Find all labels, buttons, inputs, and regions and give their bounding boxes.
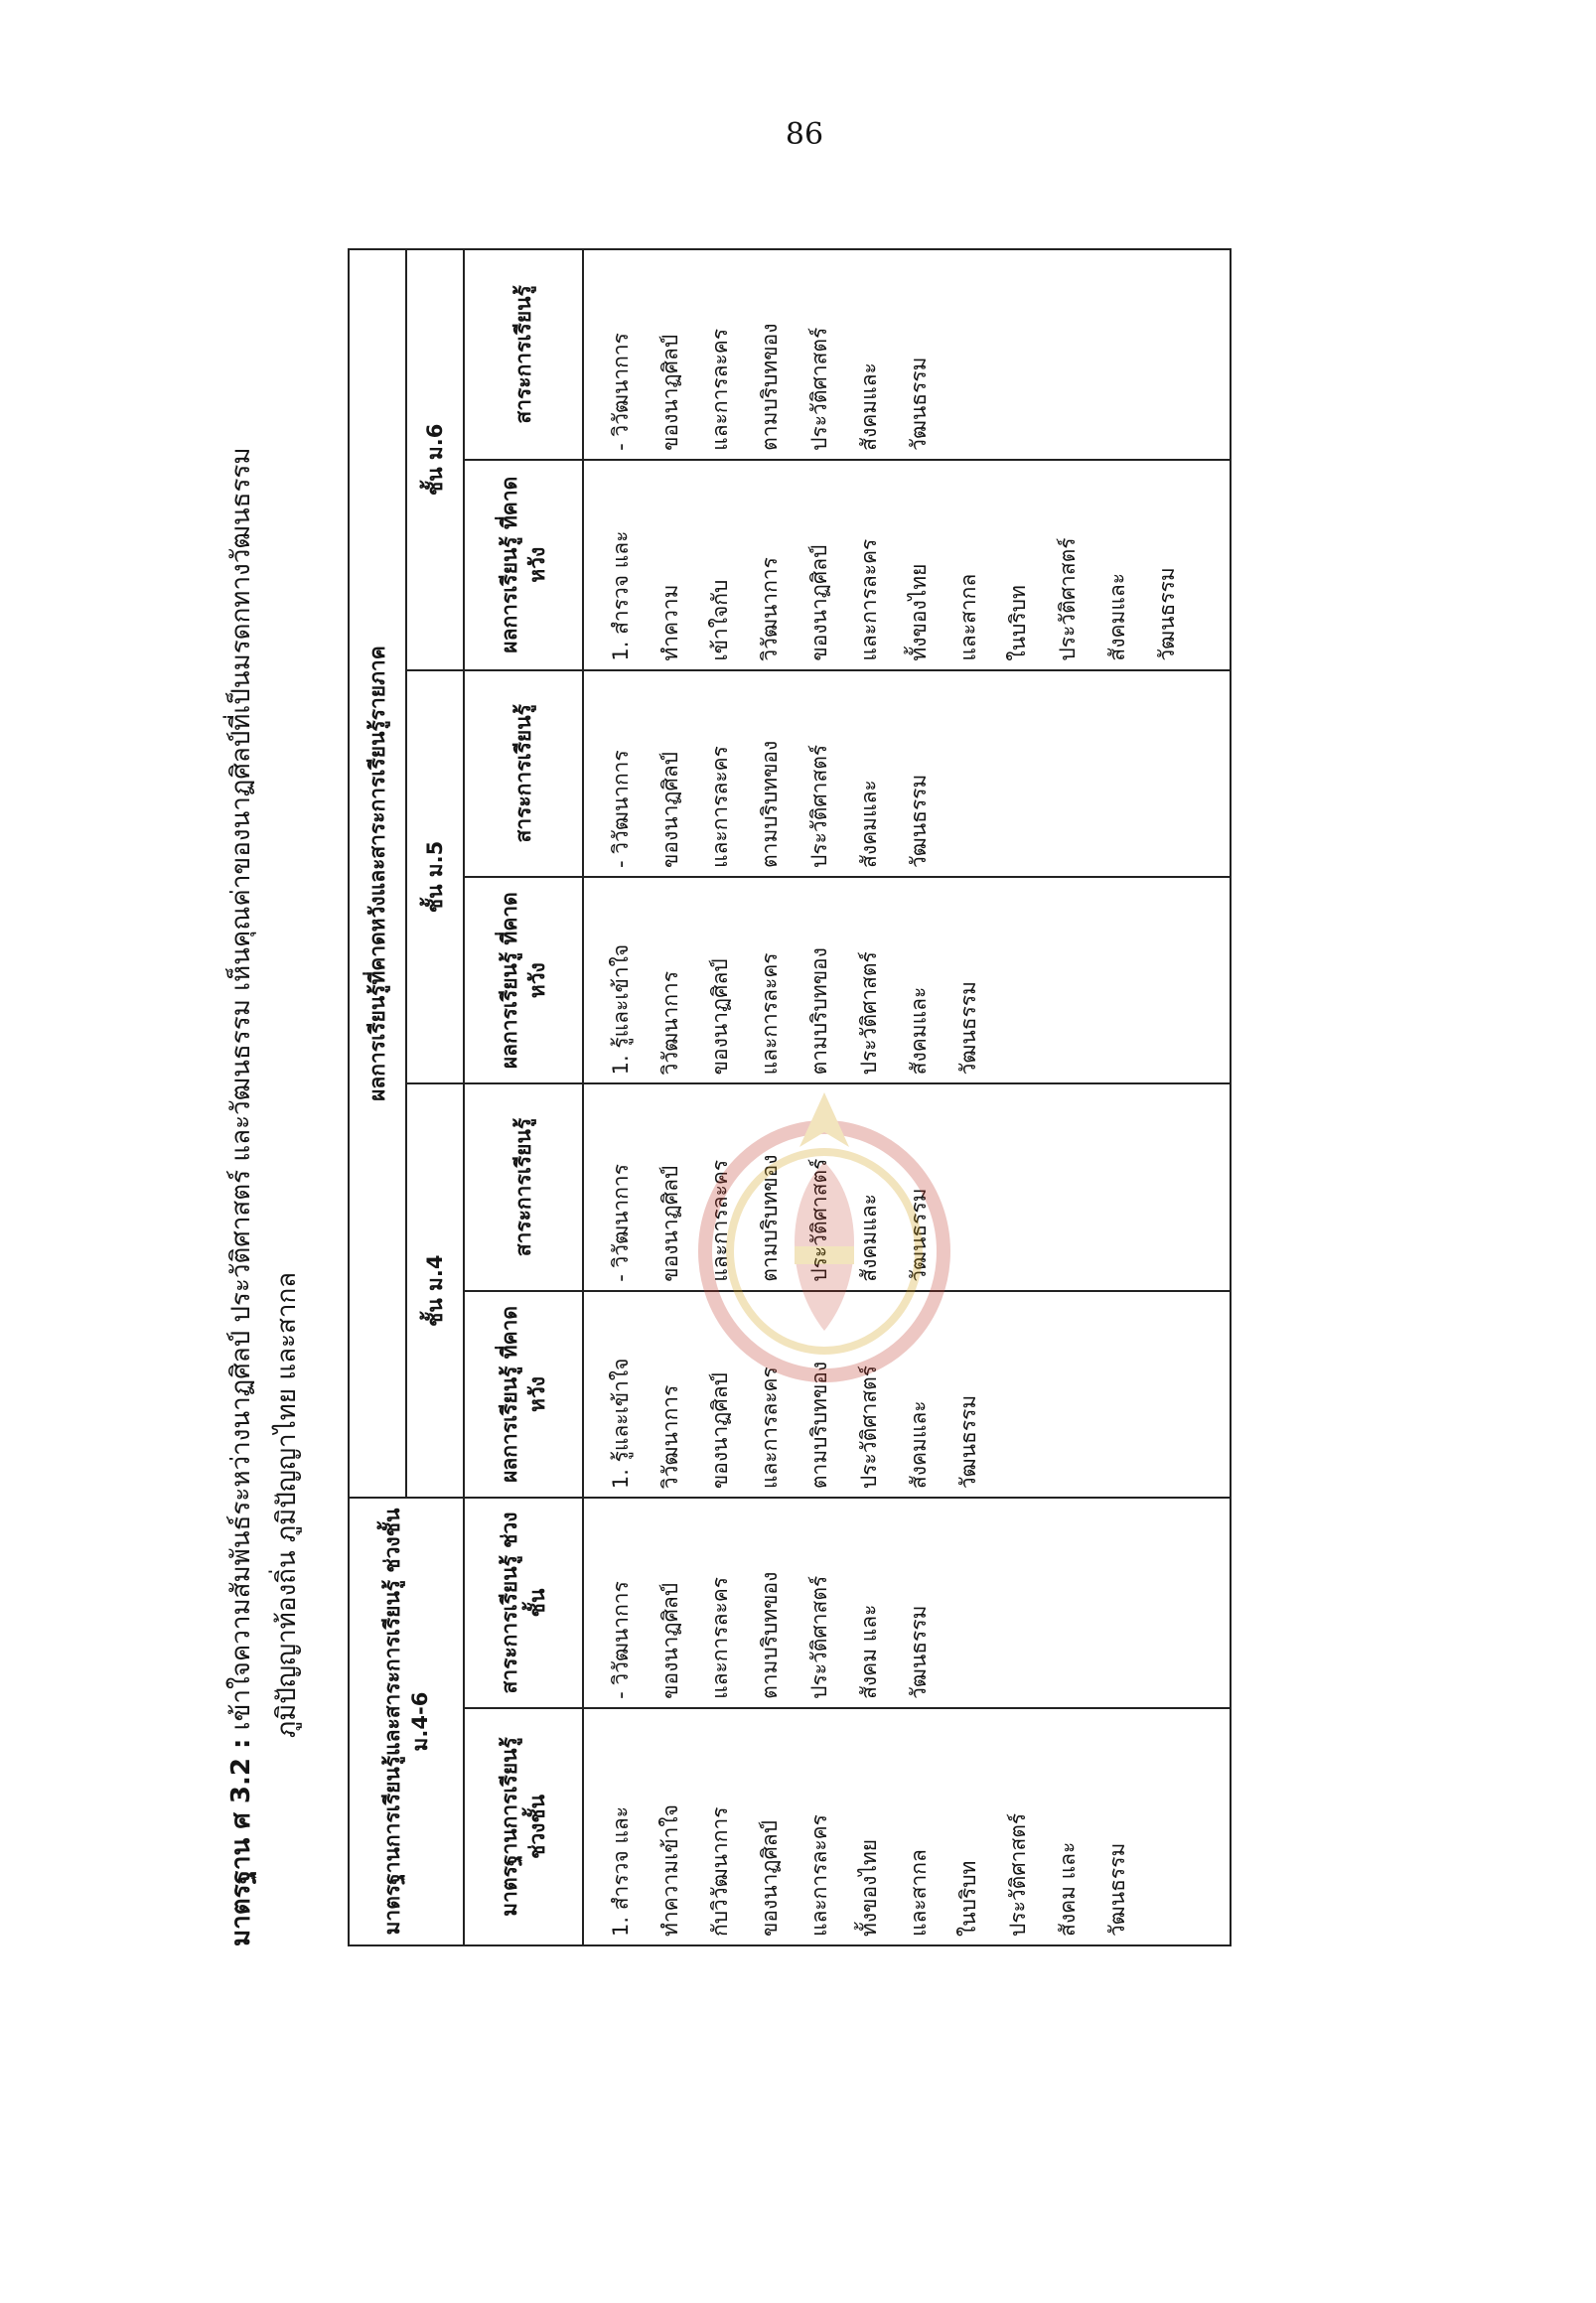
cell-line: ตามบริบทของ <box>807 947 831 1076</box>
cell-line: เข้าใจกับ <box>708 579 732 661</box>
cell-line: และการละคร <box>758 1367 782 1490</box>
cell-line: และการละคร <box>857 538 881 661</box>
heading-line-1 <box>218 228 264 1946</box>
col-m4-content-header: สาระการเรียนรู้ <box>464 1083 583 1290</box>
col-m5-outcome-header: ผลการเรียนรู้ ที่คาดหวัง <box>464 877 583 1083</box>
m6-content-cell <box>583 249 1231 460</box>
cell-line: วัฒนธรรม <box>907 357 931 451</box>
column-header-row <box>464 249 583 1945</box>
cell-line: ประวัติศาสตร์ <box>807 1575 831 1699</box>
rotated-content <box>218 228 1241 1946</box>
cell-line: สังคม และ <box>857 1604 881 1699</box>
cell-line: ตามบริบทของ <box>758 323 782 451</box>
m5-content-cell <box>583 670 1231 877</box>
col-m6-content-header: สาระการเรียนรู้ <box>464 249 583 460</box>
cell-line: และการละคร <box>708 1576 732 1699</box>
cell-line: ของนาฏศิลป์ <box>807 544 831 661</box>
cell-line: วิวัฒนาการ <box>658 970 682 1076</box>
cell-line: ของนาฏศิลป์ <box>658 1582 682 1699</box>
col-m6-outcome-header: ผลการเรียนรู้ ที่คาดหวัง <box>464 460 583 670</box>
cell-line: 1. สำรวจ และ <box>609 530 633 661</box>
cell-line: - วิวัฒนาการ <box>609 1581 633 1699</box>
cell-line: ประวัติศาสตร์ <box>807 744 831 868</box>
cell-line: ในบริบท <box>1006 585 1030 661</box>
cell-line: ทำความเข้าใจ <box>658 1804 682 1937</box>
cell-line: และการละคร <box>708 746 732 868</box>
page-number: 86 <box>785 117 824 152</box>
cell-line: สังคม และ <box>1056 1841 1080 1937</box>
cell-line: กับวิวัฒนาการ <box>708 1806 732 1937</box>
m5-outcome-cell <box>583 877 1231 1083</box>
cell-line: ประวัติศาสตร์ <box>1006 1812 1030 1937</box>
cell-line: สังคมและ <box>857 362 881 451</box>
content-range-cell <box>583 1498 1231 1708</box>
col-standard-header: มาตรฐานการเรียนรู้ ช่วงชั้น <box>464 1708 583 1945</box>
cell-line: ตามบริบทของ <box>758 1154 782 1282</box>
curriculum-table-wrapper <box>348 248 1232 1946</box>
cell-line: ตามบริบทของ <box>807 1361 831 1490</box>
cell-line: ทั้งของไทย <box>857 1838 881 1937</box>
standard-heading <box>218 228 328 1946</box>
cell-line: ของนาฏศิลป์ <box>658 334 682 451</box>
cell-line: ของนาฏศิลป์ <box>758 1820 782 1937</box>
cell-line: ทั้งของไทย <box>907 563 931 661</box>
m6-outcome-cell <box>583 460 1231 670</box>
cell-line: วัฒนธรรม <box>907 1188 931 1282</box>
cell-line: 1. รู้และเข้าใจ <box>609 943 633 1076</box>
cell-line: และการละคร <box>708 328 732 451</box>
grade-m5-header: ชั้น ม.5 <box>406 670 464 1084</box>
cell-line: ทำความ <box>658 584 682 661</box>
cell-line: สังคมและ <box>907 986 931 1076</box>
cell-line: วัฒนธรรม <box>907 774 931 868</box>
cell-line: - วิวัฒนาการ <box>609 1163 633 1282</box>
cell-line: สังคมและ <box>857 780 881 868</box>
heading-label: มาตรฐาน ศ 3.2 : <box>226 1738 256 1946</box>
cell-line: ประวัติศาสตร์ <box>857 951 881 1076</box>
cell-line: วัฒนธรรม <box>1155 567 1179 661</box>
heading-text-1: เข้าใจความสัมพันธ์ระหว่างนาฏศิลป์ ประวัติศาสตร์ และวัฒนธรรม เห็นคุณค่าของนาฏศิลป์ที่เป็นมรดกทางวัฒนธรรม <box>226 447 256 1731</box>
cell-line: - วิวัฒนาการ <box>609 333 633 451</box>
cell-line: ในบริบท <box>956 1860 980 1937</box>
cell-line: ตามบริบทของ <box>758 1571 782 1699</box>
group-left-header: มาตรฐานการเรียนรู้และสาระการเรียนรู้ ช่วงชั้น ม.4-6 <box>349 1498 464 1945</box>
cell-line: สังคมและ <box>907 1400 931 1490</box>
cell-line: ของนาฏศิลป์ <box>658 1165 682 1282</box>
cell-line: และการละคร <box>807 1814 831 1937</box>
cell-line: ประวัติศาสตร์ <box>807 1158 831 1282</box>
cell-line: สังคมและ <box>857 1194 881 1282</box>
cell-line: ของนาฏศิลป์ <box>708 1372 732 1490</box>
cell-line: 1. สำรวจ และ <box>609 1805 633 1937</box>
cell-line: 1. รู้และเข้าใจ <box>609 1358 633 1490</box>
cell-line: และสากล <box>907 1849 931 1937</box>
m4-outcome-cell <box>583 1291 1231 1498</box>
col-content-range-header: สาระการเรียนรู้ ช่วงชั้น <box>464 1498 583 1708</box>
cell-line: ประวัติศาสตร์ <box>857 1365 881 1490</box>
cell-line: สังคมและ <box>1105 572 1129 661</box>
cell-line: และการละคร <box>708 1159 732 1282</box>
table-row <box>583 249 1231 1945</box>
cell-line: วัฒนธรรม <box>956 981 980 1076</box>
curriculum-table <box>348 248 1232 1946</box>
grade-m6-header: ชั้น ม.6 <box>406 249 464 670</box>
cell-line: วิวัฒนาการ <box>758 557 782 661</box>
col-m5-content-header: สาระการเรียนรู้ <box>464 670 583 877</box>
m4-content-cell <box>583 1083 1231 1290</box>
cell-line: ประวัติศาสตร์ <box>807 327 831 451</box>
cell-line: ของนาฏศิลป์ <box>658 751 682 868</box>
cell-line: และการละคร <box>758 952 782 1076</box>
cell-line: วิวัฒนาการ <box>658 1384 682 1490</box>
cell-line: ตามบริบทของ <box>758 740 782 868</box>
cell-line: ของนาฏศิลป์ <box>708 958 732 1076</box>
cell-line: ประวัติศาสตร์ <box>1056 537 1080 661</box>
group-right-header: ผลการเรียนรู้ที่คาดหวังและสาระการเรียนรู้รายภาค <box>349 249 406 1498</box>
col-m4-outcome-header: ผลการเรียนรู้ ที่คาดหวัง <box>464 1291 583 1498</box>
cell-line: วัฒนธรรม <box>956 1394 980 1490</box>
grade-m4-header: ชั้น ม.4 <box>406 1083 464 1498</box>
cell-line: วัฒนธรรม <box>1105 1842 1129 1937</box>
cell-line: - วิวัฒนาการ <box>609 750 633 868</box>
cell-line: และสากล <box>956 573 980 661</box>
cell-line: วัฒนธรรม <box>907 1605 931 1699</box>
group-header-row <box>349 249 406 1945</box>
standard-cell <box>583 1708 1231 1945</box>
heading-line-2: ภูมิปัญญาท้องถิ่น ภูมิปัญญาไทย และสากล <box>272 1271 302 1738</box>
